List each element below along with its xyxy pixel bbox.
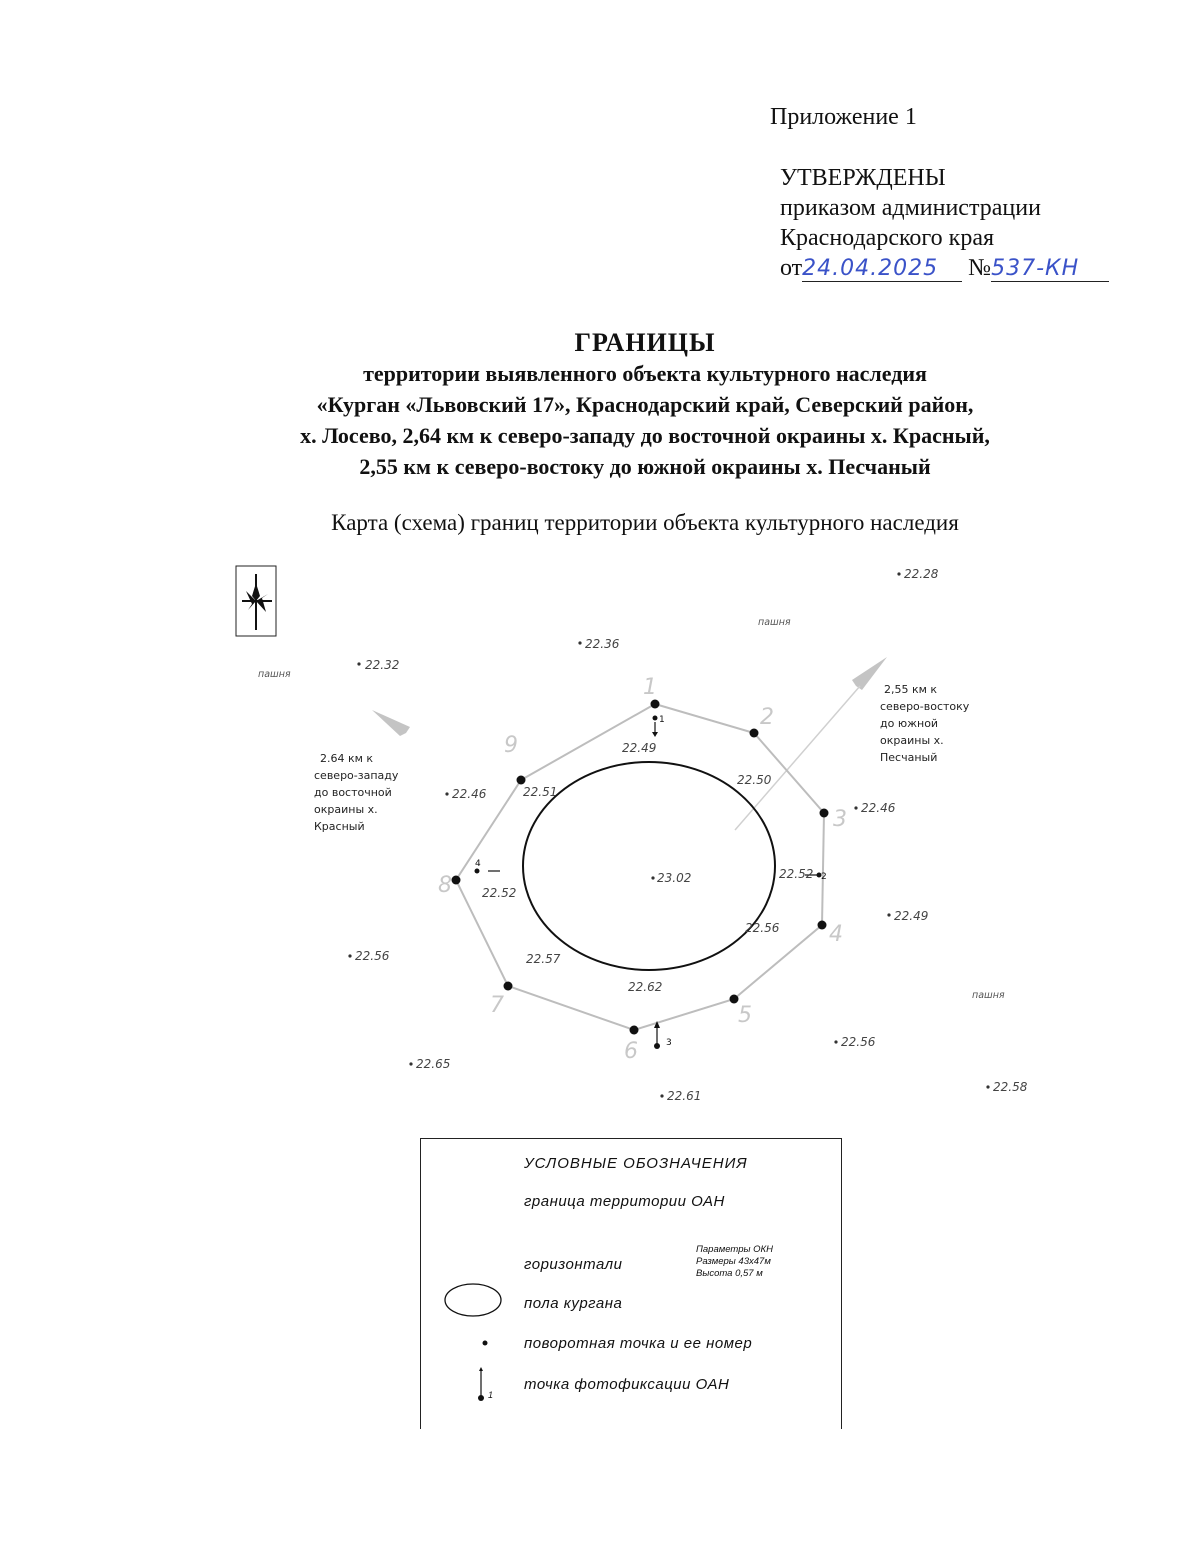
field-label: пашня — [758, 617, 791, 628]
northeast-note-line: 2,55 км к — [884, 683, 938, 696]
northwest-note-line: окраины х. — [314, 803, 378, 816]
point-number: 8 — [438, 873, 452, 898]
point-number: 5 — [738, 1003, 752, 1028]
outer-elevation: 22.46 — [861, 801, 896, 815]
number-label: № — [968, 255, 992, 281]
turn-point — [818, 921, 827, 930]
northwest-note-line: Красный — [314, 820, 365, 833]
turn-point — [651, 700, 660, 709]
turn-point — [452, 876, 461, 885]
outer-elevation: 22.32 — [365, 658, 400, 672]
legend-turn-point: поворотная точка и ее номер — [524, 1335, 753, 1352]
document-title — [0, 328, 1200, 482]
northeast-note-line: Песчаный — [880, 751, 938, 764]
title-line-3: х. Лосево, 2,64 км к северо-западу до восточной окраины х. Красный, — [300, 423, 990, 448]
approved-heading: УТВЕРЖДЕНЫ — [780, 165, 946, 191]
inner-elevation: 22.52 — [482, 886, 517, 900]
mound-ellipse — [523, 762, 775, 970]
map-legend — [420, 1138, 842, 1429]
title-main: ГРАНИЦЫ — [574, 328, 716, 357]
northwest-direction-arrow-icon — [372, 710, 410, 736]
outer-elevation: 22.28 — [904, 567, 939, 581]
north-arrow-icon — [236, 566, 276, 636]
point-number: 6 — [624, 1039, 638, 1064]
legend-mound: пола кургана — [524, 1295, 623, 1312]
outer-elevation: 22.46 — [452, 787, 487, 801]
turn-point — [630, 1026, 639, 1035]
photo-mark-label: 2 — [821, 872, 827, 882]
turn-point — [517, 776, 526, 785]
outer-elevation: 22.61 — [667, 1089, 702, 1103]
point-number: 3 — [833, 807, 847, 832]
northeast-note-line: северо-востоку — [880, 700, 970, 713]
outer-elevation: 22.58 — [993, 1080, 1028, 1094]
mound-legend-icon — [443, 1282, 503, 1318]
boundary-map — [0, 550, 1200, 1130]
inner-elevation: 22.49 — [622, 741, 657, 755]
northwest-note-line: северо-западу — [314, 769, 399, 782]
approval-block — [780, 163, 1109, 283]
outer-elevation: 22.56 — [841, 1035, 876, 1049]
approved-line-3: Краснодарского края — [780, 225, 995, 251]
field-label: пашня — [972, 990, 1005, 1001]
approved-line-2: приказом администрации — [780, 195, 1041, 221]
northeast-direction-arrow-icon — [852, 657, 887, 690]
title-line-1: территории выявленного объекта культурного наследия — [363, 361, 927, 386]
inner-elevation: 22.57 — [526, 952, 561, 966]
from-label: от — [780, 255, 803, 281]
photo-point-legend-icon — [473, 1367, 497, 1407]
photo-mark-label: 4 — [475, 859, 481, 869]
photo-mark-label: 3 — [666, 1038, 672, 1048]
point-number: 4 — [829, 922, 843, 947]
inner-elevation: 22.51 — [523, 785, 558, 799]
outer-elevation: 22.65 — [416, 1057, 451, 1071]
handwritten-number: 537-КН — [991, 256, 1080, 281]
northwest-note-line: 2.64 км к — [320, 752, 374, 765]
turn-point — [820, 809, 829, 818]
northwest-note-line: до восточной — [314, 786, 392, 799]
handwritten-date: 24.04.2025 — [802, 256, 939, 281]
northeast-note-line: окраины х. — [880, 734, 944, 747]
turn-point — [750, 729, 759, 738]
appendix-label: Приложение 1 — [770, 104, 917, 130]
legend-contours: горизонтали — [524, 1256, 623, 1273]
photo-mark-label: 1 — [659, 715, 665, 725]
inner-elevation: 22.62 — [628, 980, 663, 994]
legend-title: УСЛОВНЫЕ ОБОЗНАЧЕНИЯ — [524, 1155, 748, 1172]
inner-elevation: 22.52 — [779, 867, 814, 881]
inner-elevation: 22.50 — [737, 773, 772, 787]
legend-parameters — [696, 1244, 773, 1280]
approval-date-line — [780, 253, 1109, 283]
params-size: Размеры 43х47м — [696, 1256, 771, 1267]
outer-elevation: 22.56 — [355, 949, 390, 963]
center-elevation: 23.02 — [657, 871, 692, 885]
point-number: 2 — [760, 705, 774, 730]
params-height: Высота 0,57 м — [696, 1268, 763, 1279]
outer-elevation: 22.49 — [894, 909, 929, 923]
turn-point — [504, 982, 513, 991]
point-number: 9 — [504, 733, 518, 758]
map-caption: Карта (схема) границ территории объекта культурного наследия — [331, 510, 959, 535]
title-line-2: «Курган «Львовский 17», Краснодарский край, Северский район, — [316, 392, 974, 417]
point-number: 1 — [643, 675, 657, 700]
outer-elevation: 22.36 — [585, 637, 620, 651]
params-title: Параметры ОКН — [696, 1244, 773, 1255]
point-number: 7 — [490, 993, 504, 1018]
legend-photo-number: 1 — [488, 1390, 494, 1400]
title-line-4: 2,55 км к северо-востоку до южной окраины х. Песчаный — [359, 454, 931, 479]
turn-point-legend-icon — [479, 1337, 491, 1349]
northeast-note-line: до южной — [880, 717, 939, 730]
field-label: пашня — [258, 669, 291, 680]
legend-boundary: граница территории ОАН — [524, 1193, 725, 1210]
legend-photo-point: точка фотофиксации ОАН — [524, 1376, 730, 1393]
inner-elevation: 22.56 — [745, 921, 780, 935]
